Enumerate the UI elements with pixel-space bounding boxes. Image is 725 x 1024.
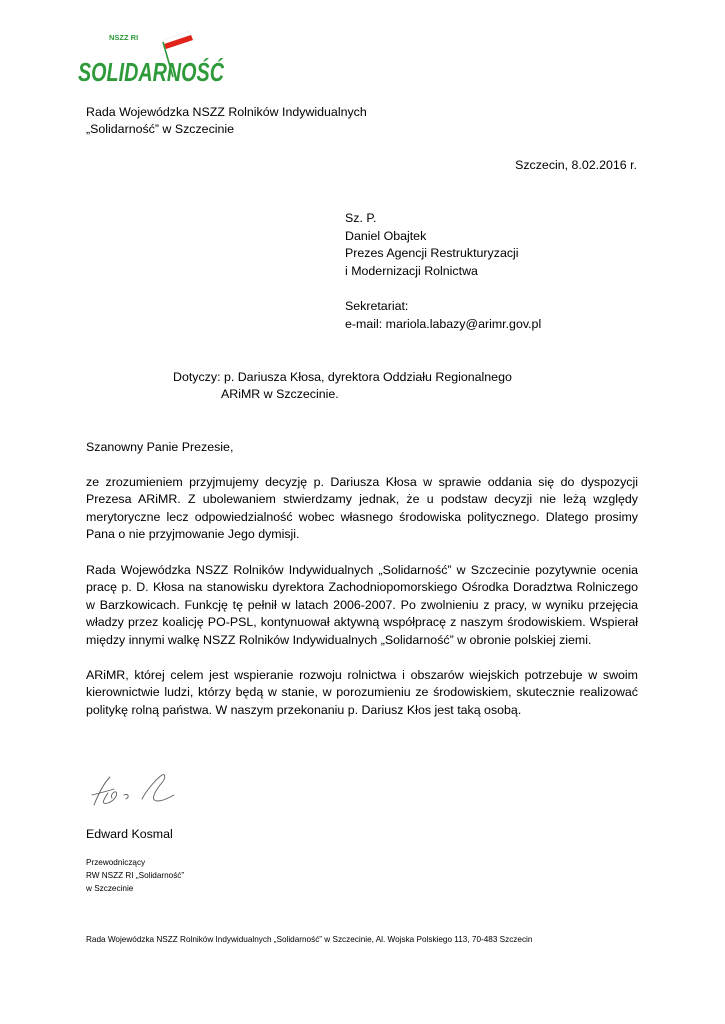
recipient-name: Daniel Obajtek [345, 229, 427, 243]
body-paragraph-2: Rada Wojewódzka NSZZ Rolników Indywidualnych „Solidarność” w Szczecinie pozytywnie ocenia pracę p. D. Kłosa na stanowisku dyrektora Zachodniopomorskiego Ośrodka Doradztwa Rolniczego w Barzkowicach. Funkcję tę pełnił w latach 2006-2007. Po zwolnieniu z pracy, w wyniku przejęcia władzy przez koalicję PO-PSL, kontynuował aktywną współpracę z naszym środowiskiem. Wspierał między innymi walkę NSZZ Rolników Indywidualnych „Solidarność” w obronie polskiej ziemi. [86, 563, 638, 647]
subject-line-1: Dotyczy: p. Dariusza Kłosa, dyrektora Oddziału Regionalnego [173, 370, 512, 384]
recipient-secretariat: Sekretariat: [345, 299, 409, 313]
subject-line-2: ARiMR w Szczecinie. [221, 387, 339, 401]
body-paragraph-1: ze zrozumieniem przyjmujemy decyzję p. Dariusza Kłosa w sprawie oddania się do dyspozycji Prezesa ARiMR. Z ubolewaniem stwierdzamy jednak, że u podstaw decyzji nie leżą względy merytoryczne lecz odpowiedzialność wobec własnego środowiska politycznego. Dlatego prosimy Pana o nie przyjmowanie Jego dymisji. [86, 475, 638, 542]
body-paragraph-3: ARiMR, której celem jest wspieranie rozwoju rolnictwa i obszarów wiejskich potrzebuje w swoim kierownictwie ludzi, którzy będą w stanie, w porozumieniu ze środowiskiem, skutecznie realizować politykę rolną państwa. W naszym przekonaniu p. Dariusz Kłos jest taką osobą. [86, 668, 638, 717]
recipient-salutation: Sz. P. [345, 211, 377, 225]
logo-label: NSZZ RI [109, 33, 139, 42]
sender-line-2: „Solidarność” w Szczecinie [86, 122, 235, 136]
signatory-title-3: w Szczecinie [86, 884, 134, 893]
sender-line-1: Rada Wojewódzka NSZZ Rolników Indywidualnych [86, 105, 367, 119]
signatory-title-2: RW NSZZ RI „Solidarność” [86, 871, 185, 880]
handwritten-signature [84, 765, 184, 815]
signatory-name: Edward Kosmal [86, 827, 173, 841]
logo-wordmark: SOLIDARNOŚĆ [78, 59, 267, 87]
logo-graphic [74, 25, 267, 91]
salutation: Szanowny Panie Prezesie, [86, 440, 234, 454]
recipient-email: e-mail: mariola.labazy@arimr.gov.pl [345, 317, 542, 331]
recipient-position-2: i Modernizacji Rolnictwa [345, 264, 478, 278]
signatory-title-1: Przewodniczący [86, 858, 146, 867]
recipient-position-1: Prezes Agencji Restrukturyzacji [345, 246, 519, 260]
footer-address: Rada Wojewódzka NSZZ Rolników Indywidualnych „Solidarność” w Szczecinie, Al. Wojska Polskiego 113, 70-483 Szczecin [86, 935, 533, 944]
solidarnosc-logo [74, 25, 267, 91]
place-date: Szczecin, 8.02.2016 r. [515, 158, 637, 172]
